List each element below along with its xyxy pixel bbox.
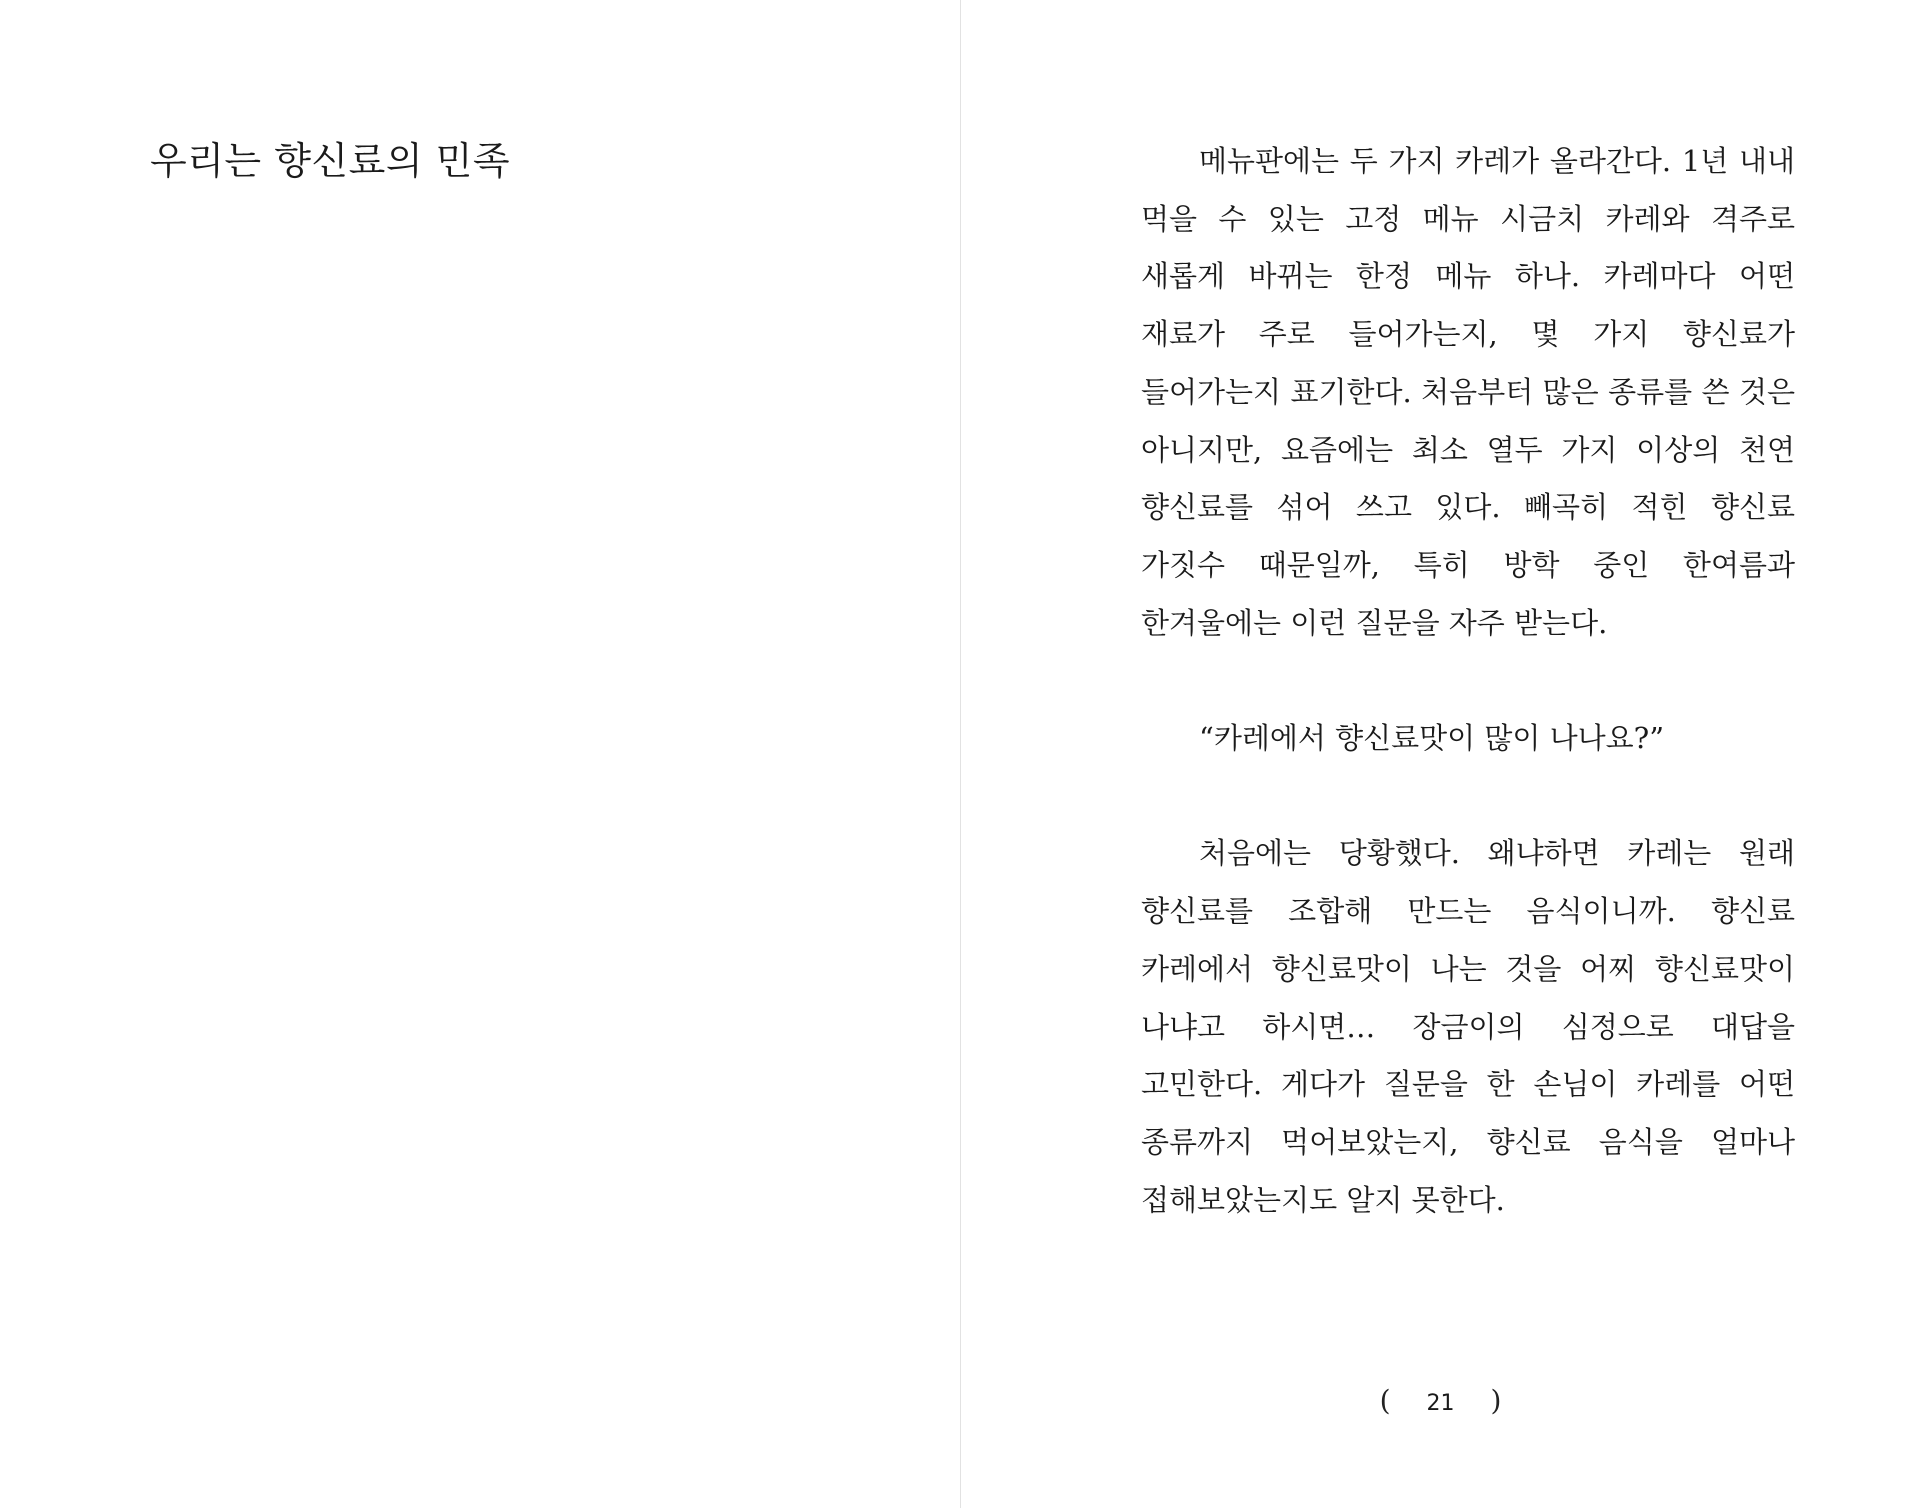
paragraph-1: 메뉴판에는 두 가지 카레가 올라간다. 1년 내내 먹을 수 있는 고정 메뉴 시금치 카레와 격주로 새롭게 바뀌는 한정 메뉴 하나. 카레마다 어떤 재료가 주로 들어가는지, 몇 가지 향신료가 들어가는지 표기한다. 처음부터 많은 종류를 쓴 것은 아니지만, 요즘에는 최소 열두 가지 이상의 천연 향신료를 섞어 쓰고 있다. 빼곡히 적힌 향신료 가짓수 때문일까, 특히 방학 중인 한여름과 한겨울에는 이런 질문을 자주 받는다. [1141,144,1795,640]
paragraph-3: 처음에는 당황했다. 왜냐하면 카레는 원래 향신료를 조합해 만드는 음식이니까. 향신료 카레에서 향신료맛이 나는 것을 어찌 향신료맛이 나냐고 하시면… 장금이의 심정으로 대답을 고민한다. 게다가 질문을 한 손님이 카레를 어떤 종류까지 먹어보았는지, 향신료 음식을 얼마나 접해보았는지도 알지 못한다. [1141,836,1795,1217]
page-number [961,1381,1920,1424]
page-number-value: 21 [1426,1391,1455,1416]
page-number-close-paren: ) [1490,1384,1502,1417]
paragraph-2-quote: “카레에서 향신료맛이 많이 나나요?” [1199,721,1665,756]
chapter-title: 우리는 향신료의 민족 [150,139,511,183]
right-page [961,0,1920,1508]
page-number-open-paren: ( [1379,1384,1391,1417]
body-text [1141,133,1795,1229]
